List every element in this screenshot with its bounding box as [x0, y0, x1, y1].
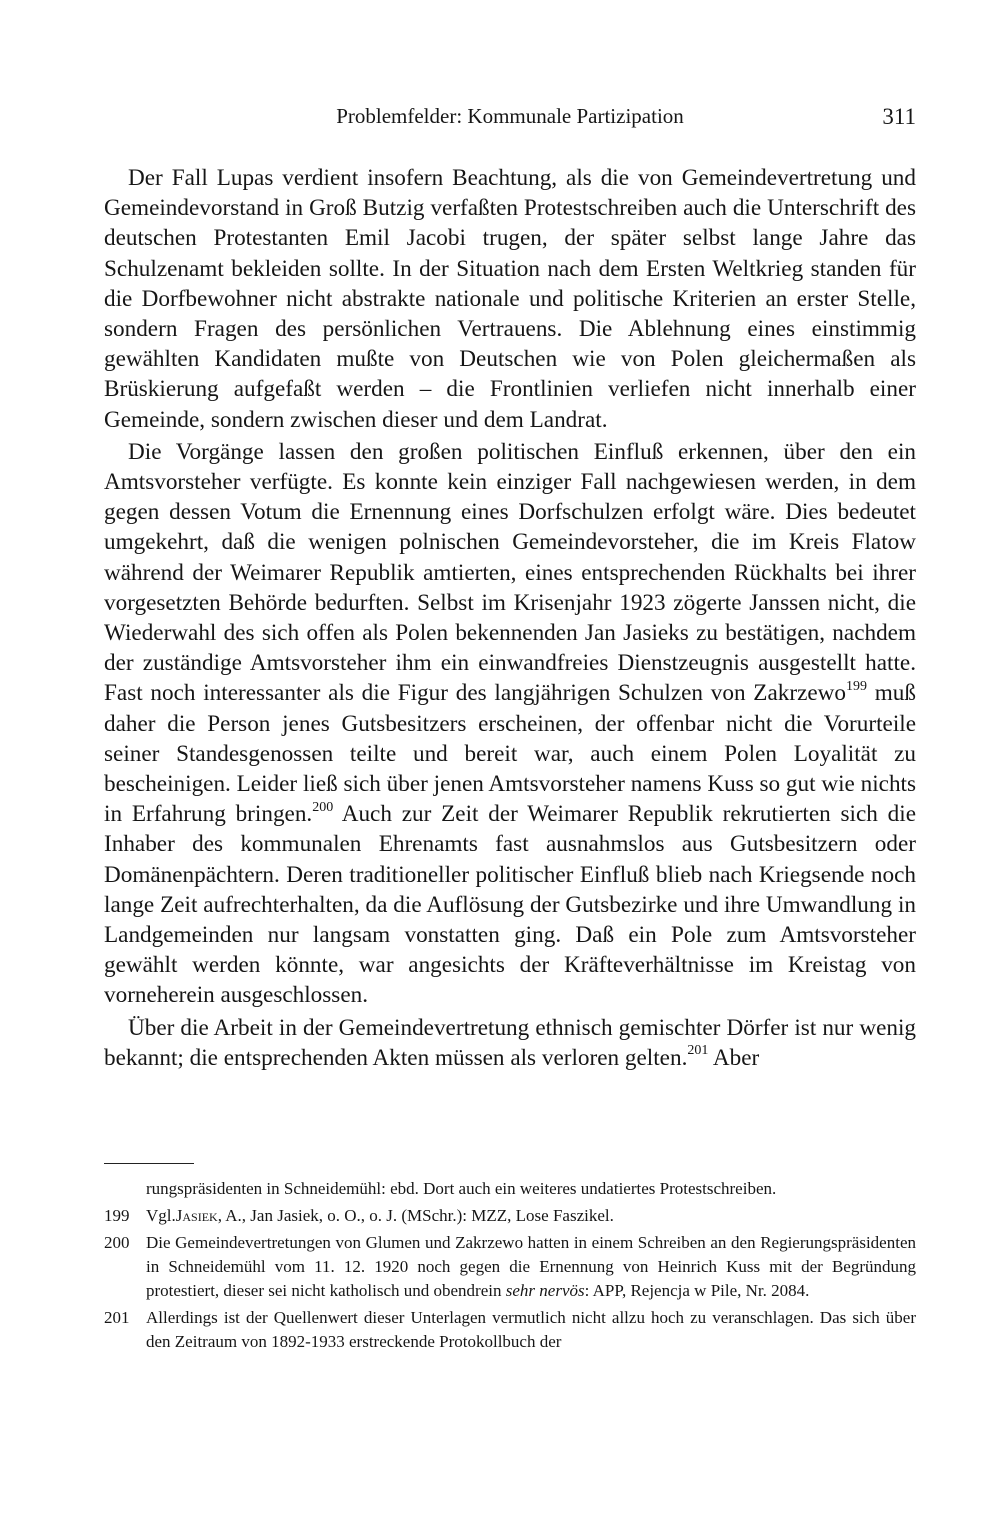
- running-title: Problemfelder: Kommunale Partizipation: [336, 104, 684, 128]
- footnote-200-text: Die Gemeindevertretungen von Glumen und Zakrzewo hatten in einem Schreiben an den Regierungspräsidenten in Schneidemühl vom 11. 12. 1920 noch gegen die Ernennung von Heinrich Kuss mit der Begründung protestiert, dieser sei nicht katholisch und obendrein: [146, 1233, 916, 1300]
- footnote-number: 201: [104, 1308, 130, 1327]
- footnote-ref-200[interactable]: 200: [312, 799, 334, 815]
- footnotes: [104, 1177, 916, 1354]
- footnote-199: [104, 1204, 916, 1228]
- paragraph-2-part-b: muß daher die Person jenes Gutsbesitzers erscheinen, der offenbar nicht die Vorurteile seiner Standesgenossen teilte und bereit war, auch einem Polen Loyalität zu bescheinigen. Leider ließ sich über jenen Amtsvorsteher namens Kuss so gut wie nichts in Erfahrung bringen.: [104, 680, 917, 828]
- footnote-text: [146, 1231, 916, 1303]
- footnote-200: [104, 1231, 916, 1303]
- footnote-200-emphasis: sehr nervös: [505, 1281, 585, 1300]
- paragraph-2: [104, 437, 916, 1011]
- footnote-number: 199: [104, 1206, 130, 1225]
- paragraph-2-part-c: Auch zur Zeit der Weimarer Republik rekrutierten sich die Inhaber des kommunalen Ehrenamts fast ausnahmslos aus Gutsbesitzern oder Domänenpächtern. Deren traditioneller politischer Einfluß blieb nach Kriegsende noch lange Zeit aufrechterhalten, da die Auflösung der Gutsbezirke und ihre Umwandlung in Landgemeinden nur langsam vonstatten ging. Daß ein Pole zum Amtsvorsteher gewählt werden könnte, war angesichts der Kräfteverhältnisse im Kreistag von vorneherein ausgeschlossen.: [104, 801, 916, 1009]
- footnote-text: Allerdings ist der Quellenwert dieser Unterlagen vermutlich nicht allzu hoch zu veranschlagen. Das sich über den Zeitraum von 1892-1933 erstreckende Protokollbuch der: [146, 1308, 916, 1351]
- footnote-200-tail: : APP, Rejencja w Pile, Nr. 2084.: [584, 1281, 810, 1300]
- footnote-199-author: Jasiek: [175, 1206, 218, 1225]
- paragraph-3-part-b: Aber: [708, 1044, 760, 1071]
- footnote-divider: [104, 1163, 194, 1164]
- page-number: 311: [882, 104, 916, 129]
- footnote-number: 200: [104, 1233, 130, 1252]
- footnote-text: [146, 1204, 916, 1228]
- footnote-199-prefix: Vgl.: [146, 1206, 176, 1225]
- footnote-continuation: rungspräsidenten in Schneidemühl: ebd. Dort auch ein weiteres undatiertes Protestschreiben.: [146, 1179, 777, 1198]
- footnote-ref-201[interactable]: 201: [687, 1043, 709, 1059]
- footnote-201: [104, 1306, 916, 1354]
- body-text: [104, 163, 916, 1073]
- page-header: [104, 104, 916, 134]
- footnote-199-rest: , A., Jan Jasiek, o. O., o. J. (MSchr.): MZZ, Lose Faszikel.: [217, 1206, 614, 1225]
- paragraph-2-part-a: Die Vorgänge lassen den großen politischen Einfluß erkennen, über den ein Amtsvorsteher verfügte. Es konnte kein einziger Fall nachgewiesen werden, in dem gegen dessen Votum die Ernennung eines Dorfschulzen erfolgt wäre. Dies bedeutet umgekehrt, daß die wenigen polnischen Gemeindevorsteher, die im Kreis Flatow während der Weimarer Republik amtierten, eines entsprechenden Rückhalts bei ihrer vorgesetzten Behörde bedurften. Selbst im Krisenjahr 1923 zögerte Janssen nicht, die Wiederwahl des sich offen als Polen bekennenden Jan Jasieks zu bestätigen, nachdem der zuständige Amtsvorsteher ihm ein einwandfreies Dienstzeugnis ausgestellt hatte. Fast noch interessanter als die Figur des langjährigen Schulzen von Zakrzewo: [104, 438, 916, 707]
- paragraph-1: Der Fall Lupas verdient insofern Beachtung, als die von Gemeindevertretung und Gemeindevorstand in Groß Butzig verfaßten Protestschreiben auch die Unterschrift des deutschen Protestanten Emil Jacobi trugen, der später selbst lange Jahre das Schulzenamt bekleiden sollte. In der Situation nach dem Ersten Weltkrieg standen für die Dorfbewohner nicht abstrakte nationale und politische Kriterien an erster Stelle, sondern Fragen des persönlichen Vertrauens. Die Ablehnung eines einstimmig gewählten Kandidaten mußte von Deutschen wie von Polen gleichermaßen als Brüskierung aufgefaßt werden – die Frontlinien verliefen nicht innerhalb einer Gemeinde, sondern zwischen dieser und dem Landrat.: [104, 165, 916, 433]
- paragraph-3-part-a: Über die Arbeit in der Gemeindevertretung ethnisch gemischter Dörfer ist nur wenig bekannt; die entsprechenden Akten müssen als verloren gelten.: [104, 1014, 916, 1071]
- footnote-ref-199[interactable]: 199: [846, 678, 868, 694]
- paragraph-3: [104, 1013, 916, 1073]
